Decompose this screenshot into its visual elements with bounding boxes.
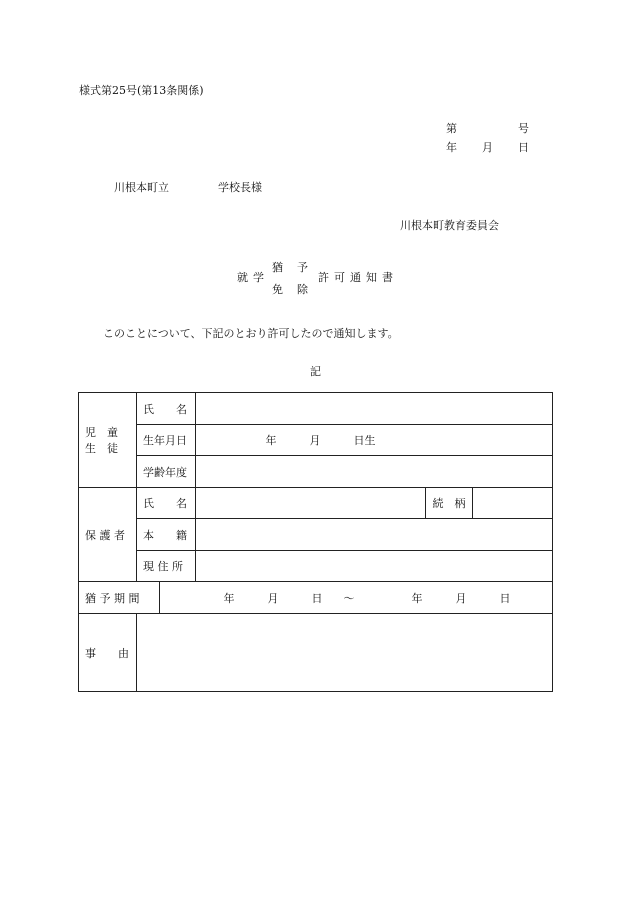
child-birth-label: 生年月日	[137, 425, 196, 456]
grade-field[interactable]	[196, 456, 553, 488]
issuer: 川根本町教育委員会	[400, 219, 499, 232]
period-end-year: 年	[411, 591, 423, 605]
number-suffix: 号	[518, 122, 529, 135]
address-field[interactable]	[196, 551, 553, 582]
reason-label: 事 由	[79, 614, 137, 692]
period-start-day: 日	[311, 591, 323, 605]
child-name-label: 氏 名	[137, 393, 196, 425]
domicile-field[interactable]	[196, 519, 553, 551]
child-group-label-1: 児 童	[85, 426, 118, 439]
address-label: 現 住 所	[137, 551, 196, 582]
birth-day: 日生	[353, 434, 376, 447]
application-table	[78, 392, 553, 692]
number-prefix: 第	[446, 122, 457, 135]
period-end-day: 日	[499, 591, 511, 605]
child-name-field[interactable]	[196, 393, 553, 425]
guardian-group-label: 保 護 者	[79, 488, 137, 582]
title-option-bottom: 免除	[272, 283, 322, 296]
title-prefix: 就学	[237, 271, 269, 284]
reason-field[interactable]	[137, 614, 553, 692]
period-start-month: 月	[267, 591, 279, 605]
domicile-label: 本 籍	[137, 519, 196, 551]
date-day: 日	[518, 141, 529, 154]
child-group-cell	[79, 393, 137, 488]
child-birth-field[interactable]	[196, 425, 553, 456]
period-field[interactable]	[160, 582, 553, 614]
period-end-month: 月	[455, 591, 467, 605]
period-start-year: 年	[223, 591, 235, 605]
body-text: このことについて、下記のとおり許可したので通知します。	[103, 327, 399, 340]
guardian-name-label: 氏 名	[137, 488, 196, 519]
guardian-name-field[interactable]	[196, 488, 426, 519]
addressee-town-school: 川根本町立	[114, 181, 169, 194]
relation-label: 続 柄	[426, 488, 473, 519]
title-suffix: 許可通知書	[318, 271, 398, 284]
date-month: 月	[482, 141, 493, 154]
birth-year: 年	[265, 434, 277, 447]
addressee-principal: 学校長様	[218, 181, 262, 194]
ki-label: 記	[310, 365, 321, 378]
birth-month: 月	[309, 434, 321, 447]
grade-label: 学齢年度	[137, 456, 196, 488]
relation-field[interactable]	[473, 488, 553, 519]
title-option-top: 猶予	[272, 261, 322, 274]
date-year: 年	[446, 141, 457, 154]
period-tilde: ～	[343, 591, 355, 605]
child-group-label-2: 生 徒	[85, 442, 118, 455]
form-reference: 様式第25号(第13条関係)	[79, 84, 204, 97]
period-label: 猶 予 期 間	[79, 582, 160, 614]
